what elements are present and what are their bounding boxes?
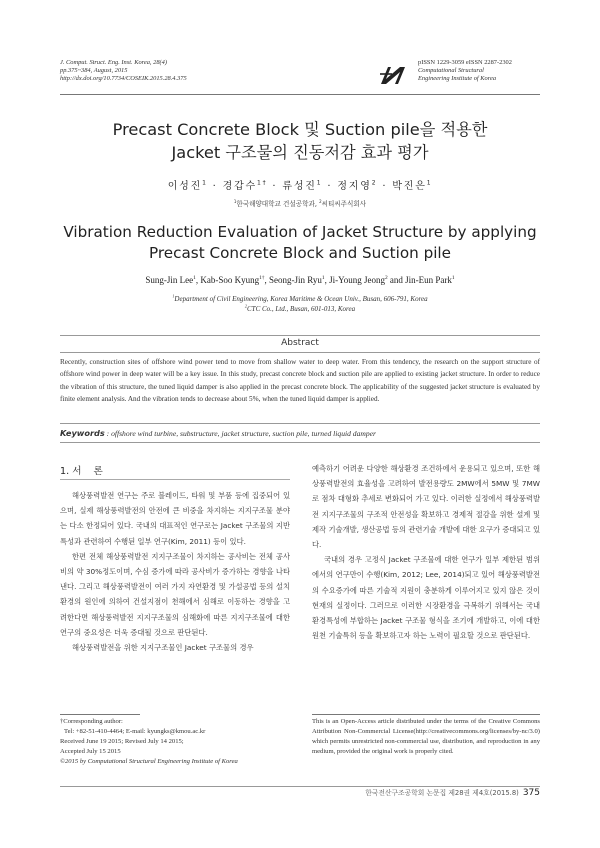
author-name: 정지영 (337, 181, 372, 192)
affiliation-english (60, 294, 540, 314)
section-heading (60, 463, 103, 477)
author-mark: 1† (257, 179, 268, 187)
author-separator: · (207, 181, 223, 192)
affiliation-text: 한국해양대학교 건설공학과, (236, 200, 320, 208)
footnote-corresponding (60, 717, 300, 767)
body-paragraph: 한편 전체 해상풍력발전 지지구조물이 차지하는 공사비는 전체 공사비의 약 30%정도이며, 수심 증가에 따라 공사비가 증가하는 경향을 나타낸다. 그리고 해상풍력발전이 여러 가지 자연환경 및 가설공법 등의 설치환경의 원인에 의하여 건설지점이 천해에서 심해로 이동하는 경향을 고려한다면 해상풍력발전 지지구조물의 심해화에 따른 지지구조물에 대한 연구의 중요성은 더욱 증대될 것으로 판단된다. (60, 551, 290, 637)
footnote-rule (60, 714, 140, 715)
publisher-name: Computational Structural (418, 67, 484, 75)
affiliation-mark: 1 (233, 198, 237, 204)
abstract-rule (60, 423, 540, 424)
affiliation-mark: 2 (244, 303, 248, 309)
keywords-separator: : (104, 429, 112, 438)
citation-line: pp.375~384, August, 2015 (60, 67, 128, 75)
header-divider (60, 94, 540, 95)
author-separator: · (377, 181, 393, 192)
section-title: 론 (93, 466, 103, 477)
paper-title-english (60, 222, 540, 264)
keywords-label: Keywords (60, 428, 105, 438)
author-mark: 1 (451, 275, 455, 281)
contact-line: Tel: +82-51-410-4464; E-mail: kyungks@kmou.ac.kr (64, 728, 206, 736)
body-paragraph: 예측하기 어려운 다양한 해상환경 조건하에서 운용되고 있으며, 또한 해상풍력발전의 효율성을 고려하여 발전용량도 2MW에서 5MW 및 7MW로 점차 대형화 추세로 변화되어 가고 있다. 이러한 실정에서 해상풍력발전 지지구조물의 구조적 안전성을 확보하고 경제적 절감을 위한 설계 및 제작 기술개발, 생산공법 등의 관련기술 개발에 대한 요구가 증대되고 있다. (312, 464, 540, 550)
body-column-left (60, 488, 290, 655)
body-column-right (312, 461, 540, 643)
keywords-text: offshore wind turbine, substructure, jacket structure, suction pile, turned liquid damper (111, 429, 376, 438)
publisher-name: Engineering Institute of Korea (418, 75, 497, 83)
keywords (60, 428, 540, 438)
author-separator: · (322, 181, 338, 192)
author-mark: 2 (371, 179, 378, 187)
abstract-heading: Abstract (281, 338, 319, 348)
author-separator: · (267, 181, 283, 192)
body-paragraph: 해상풍력발전을 위한 지지구조물인 Jacket 구조물의 경우 (72, 643, 254, 653)
author-name: Kab-Soo Kyung (200, 275, 260, 285)
affiliation-text: CTC Co., Ltd., Busan, 601-013, Korea (247, 305, 356, 313)
authors-korean (60, 177, 540, 192)
author-name: 류성진 (282, 181, 317, 192)
affiliation-text: 씨티씨주식회사 (321, 200, 367, 208)
corresponding-mark: † (60, 718, 64, 725)
doi-link[interactable]: http://dx.doi.org/10.7734/COSEIK.2015.28.4.375 (60, 75, 187, 83)
author-name: Seong-Jin Ryu (268, 275, 322, 285)
author-mark: 1 (193, 275, 196, 281)
abstract-text: Recently, construction sites of offshore wind power tend to move from shallow water to deep water. From this tendency, the research on the support structure of offshore wind power in deep water will be a key issue. In this study, precast concrete block and suction pile are applied to existing jacket structure. In order to reduce the vibration of this structure, the tuned liquid damper is also applied in the precast concrete block. The applicability of the suggested jacket structure is evaluated by finite element analysis. And the vibration tends to decrease about 5%, when the tuned liquid damper is applied. (60, 358, 540, 404)
page-number: 375 (522, 788, 540, 798)
affiliation-mark: 2 (319, 198, 322, 204)
title-line: Jacket 구조물의 진동저감 효과 평가 (171, 143, 429, 162)
corresponding-label: Corresponding author: (63, 718, 123, 725)
accepted-line: Accepted July 15 2015 (60, 748, 121, 756)
author-name: Jin-Eun Park (405, 275, 452, 285)
affiliation-text: Department of Civil Engineering, Korea Maritime & Ocean Univ., Busan, 606-791, Korea (174, 295, 428, 303)
author-name: 경갑수 (222, 181, 258, 192)
affiliation-mark: 1 (172, 293, 175, 299)
citation-line: J. Comput. Struct. Eng. Inst. Korea, 28(4) (60, 59, 167, 66)
issn-block (418, 59, 578, 84)
section-number: 1. 서 (60, 466, 82, 477)
authors-english: Sung-Jin Lee$^1$, Kab-Soo Kyung$^{1\dagger}$, Seong-Jin Ryu$^1$, Ji-Young Jeong$^2$ and Jin-Eun Park$^1$ (145, 275, 455, 285)
title-line: Precast Concrete Block and Suction pile (148, 244, 451, 262)
issn-line: pISSN 1229-3059 eISSN 2287-2302 (418, 59, 512, 66)
author-mark: 1 (202, 179, 208, 187)
affiliation-korean (60, 198, 540, 208)
page-footer (330, 787, 540, 798)
received-line: Received June 19 2015; Revised July 14 2015; (60, 738, 184, 746)
title-line: Vibration Reduction Evaluation of Jacket Structure by applying (63, 223, 537, 241)
author-mark: 2 (384, 275, 388, 281)
author-mark: 1† (259, 275, 265, 281)
paper-title-korean (60, 118, 540, 164)
abstract-rule (60, 335, 540, 336)
abstract-rule (60, 352, 540, 353)
author-name: Sung-Jin Lee (145, 275, 194, 285)
publisher-logo-icon (378, 64, 408, 86)
title-line: Precast Concrete Block 및 Suction pile을 적용한 (112, 120, 488, 139)
author-mark: 1 (321, 275, 325, 281)
author-name: Ji-Young Jeong (329, 275, 385, 285)
author-mark: 1 (426, 179, 433, 187)
section-rule (60, 479, 290, 480)
journal-citation (60, 59, 320, 84)
keywords-rule (60, 442, 540, 443)
author-name: 박진은 (392, 181, 427, 192)
footnote-rule (312, 714, 540, 715)
body-paragraph: 해상풍력발전 연구는 주로 블레이드, 타워 및 부품 등에 집중되어 있으며, 실제 해상풍력발전의 안전에 큰 비중을 차지하는 지지구조물 분야는 다소 한정되어 있다. 국내의 대표적인 연구로는 Jacket 구조물의 지반 특성과 관련하여 수행된 일부 연구(Kim, 2011) 등이 있다. (60, 491, 290, 546)
copyright-line: ©2015 by Computational Structural Engineering Institute of Korea (60, 758, 238, 766)
body-paragraph: 국내의 경우 고정식 Jacket 구조물에 대한 연구가 일부 제한된 범위에서의 연구만이 수행(Kim, 2012; Lee, 2014)되고 있어 해상풍력발전의 수요증가에 따른 기술적 지원이 충분하게 이루어지고 있지 않은 것이 현재의 실정이다. 그러므로 이러한 시장환경을 극복하기 위해서는 국내 환경특성에 부합하는 Jacket 구조물 형식을 조기에 개발하고, 이에 대한 원천 기술특허 등을 확보하고자 하는 노력이 필요할 것으로 판단된다. (312, 555, 540, 641)
license-notice: This is an Open-Access article distributed under the terms of the Creative Commons Attribution Non-Commercial License(http://creativecommons.org/licenses/by-nc/3.0) which permits unrestricted non-commercial use, distribution, and reproduction in any medium, provided the original work is properly cited. (312, 718, 540, 756)
footer-journal: 한국전산구조공학회 논문집 제28권 제4호(2015.8) (365, 789, 519, 797)
author-mark: 1 (316, 179, 323, 187)
author-name: 이성진 (167, 181, 203, 192)
